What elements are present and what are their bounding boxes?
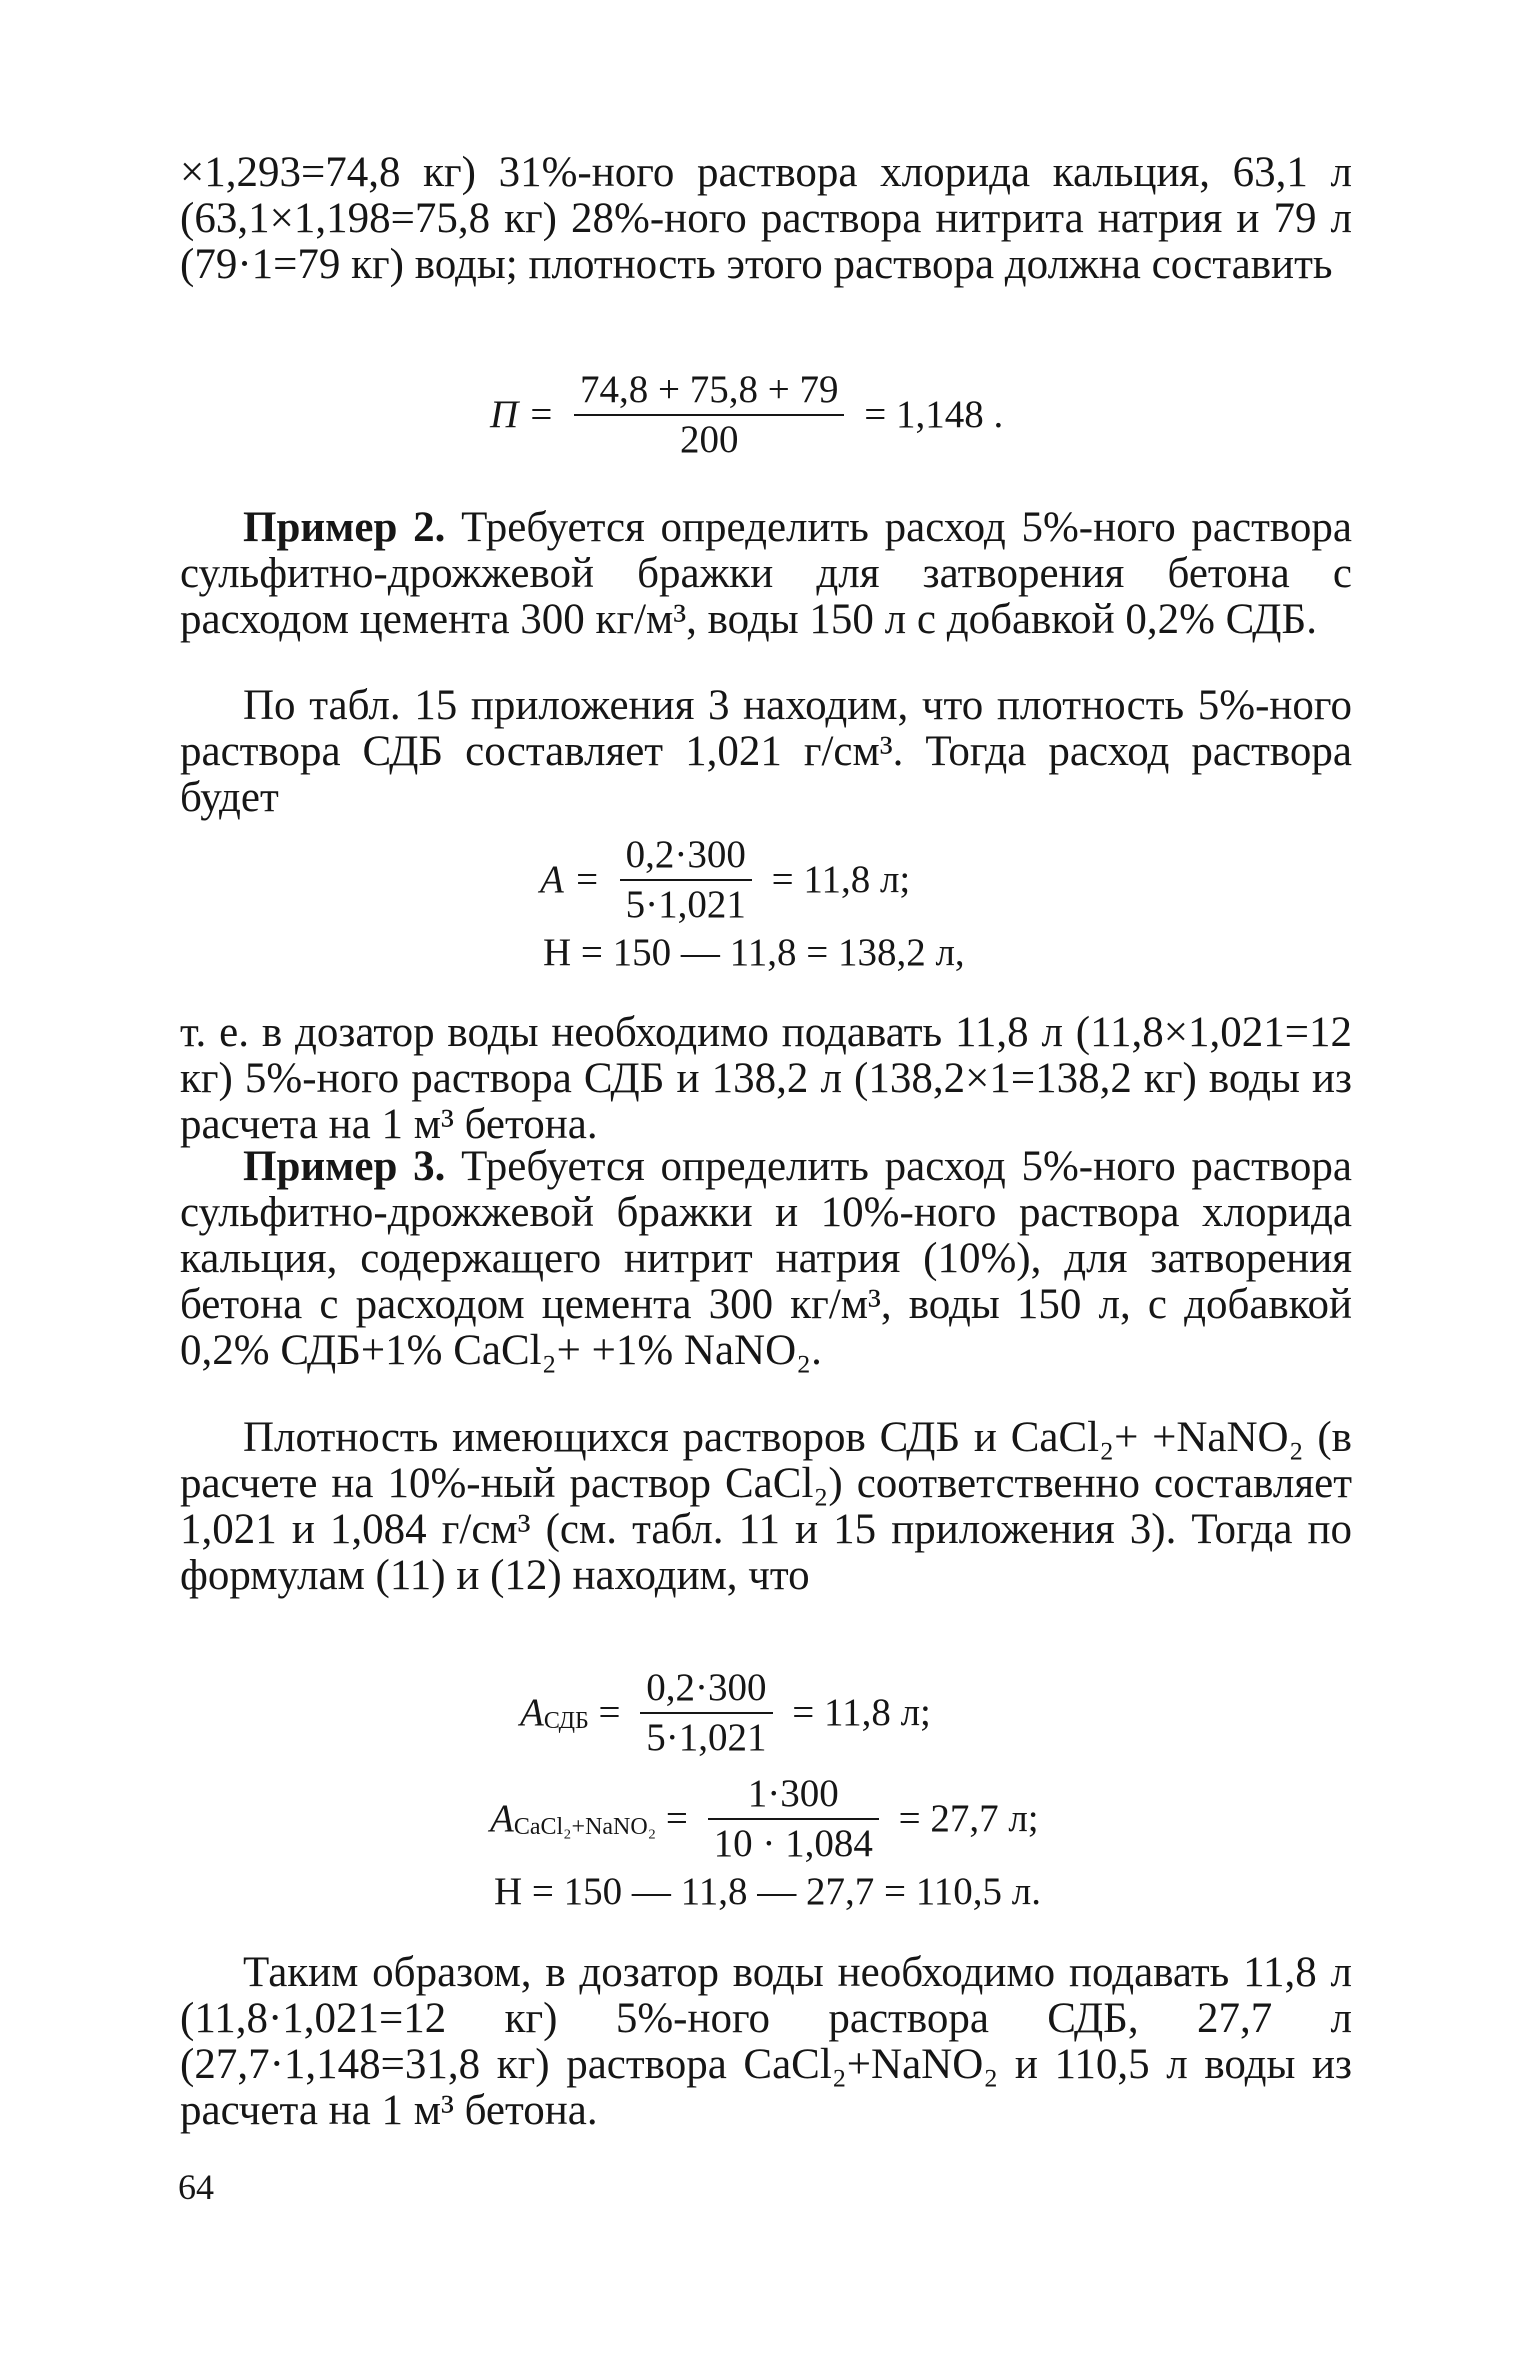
paragraph-example-2 (180, 505, 1352, 643)
formula-h: Н = 150 — 11,8 = 138,2 л, (543, 931, 965, 974)
formula-a-cacl (490, 1774, 1039, 1864)
paragraph-density-2: Плотность имеющихся растворов СДБ и CaCl₂+ +NaNO₂ (в расчете на 10%-ный раствор CaCl₂) соответственно составляет 1,021 и 1,084 г/см³ (см. табл. 11 и 15 приложения 3). Тогда по формулам (11) и (12) находим, что (180, 1414, 1352, 1599)
formula-a-sdb-fraction (640, 1668, 772, 1758)
formula-density-fraction (574, 370, 845, 460)
formula-a-sdb-rhs: = 11,8 л; (792, 1691, 931, 1734)
formula-density (490, 370, 1003, 460)
example-2-text: Требуется определить расход 5%-ного раствора сульфитно-дрожжевой бражки для затворения бетона с расходом цемента 300 кг/м³, воды 150 л с добавкой 0,2% СДБ. (180, 504, 1352, 643)
formula-a-cacl-rhs: = 27,7 л; (898, 1797, 1039, 1840)
formula-a-sdb-equals: = (598, 1691, 621, 1734)
paragraph-dosing-1: т. е. в дозатор воды необходимо подавать 11,8 л (11,8×1,021=12 кг) 5%-ного раствора СДБ и 138,2 л (138,2×1=138,2 кг) воды из расчета на 1 м³ бетона. (180, 1009, 1352, 1148)
formula-a-cacl-equals: = (665, 1797, 688, 1840)
formula-a-sdb-symbol: А (520, 1691, 544, 1734)
formula-a-cacl-symbol: А (490, 1797, 514, 1840)
formula-a-denominator: 5·1,021 (625, 883, 746, 926)
formula-a-cacl-denominator: 10 · 1,084 (713, 1822, 873, 1865)
formula-density-lhs: П = (490, 393, 555, 436)
formula-a-rhs: = 11,8 л; (771, 858, 911, 901)
formula-density-denominator: 200 (679, 418, 739, 461)
formula-a-sdb-numerator: 0,2·300 (640, 1668, 772, 1714)
paragraph-conclusion: Таким образом, в дозатор воды необходимо подавать 11,8 л (11,8·1,021=12 кг) 5%-ного раствора СДБ, 27,7 л (27,7·1,148=31,8 кг) раствора CaCl₂+NaNO₂ и 110,5 л воды из расчета на 1 м³ бетона. (180, 1949, 1352, 2134)
formula-a-numerator: 0,2·300 (620, 835, 752, 881)
example-3-heading: Пример 3. (243, 1143, 446, 1190)
page-number: 64 (178, 2167, 214, 2207)
formula-a-cacl-fraction (708, 1774, 879, 1864)
formula-a-sdb-denominator: 5·1,021 (646, 1716, 767, 1759)
example-2-heading: Пример 2. (243, 504, 446, 551)
formula-a (540, 835, 910, 925)
example-3-text: Требуется определить расход 5%-ного раствора сульфитно-дрожжевой бражки и 10%-ного раствора хлорида кальция, содержащего нитрит натрия (10%), для затворения бетона с расходом цемента 300 кг/м³, воды 150 л, с добавкой 0,2% СДБ+1% CaCl₂+ +1% NaNO₂. (180, 1143, 1352, 1374)
formula-a-lhs: А = (540, 858, 600, 901)
formula-a-sdb (520, 1668, 931, 1758)
formula-a-cacl-subscript: CaCl₂+NaNO₂ (513, 1813, 657, 1840)
formula-a-cacl-numerator: 1·300 (708, 1774, 879, 1820)
formula-a-sdb-subscript: СДБ (543, 1707, 589, 1734)
formula-h2: Н = 150 — 11,8 — 27,7 = 110,5 л. (494, 1870, 1041, 1913)
formula-density-rhs: = 1,148 . (864, 393, 1004, 436)
formula-density-numerator: 74,8 + 75,8 + 79 (574, 370, 845, 416)
paragraph-example-3 (180, 1144, 1352, 1374)
paragraph-intro: ×1,293=74,8 кг) 31%-ного раствора хлорида кальция, 63,1 л (63,1×1,198=75,8 кг) 28%-ного раствора нитрита натрия и 79 л (79·1=79 кг) воды; плотность этого раствора должна составить (180, 149, 1352, 288)
paragraph-density-sdb: По табл. 15 приложения 3 находим, что плотность 5%-ного раствора СДБ составляет 1,021 г/см³. Тогда расход раствора будет (180, 682, 1352, 821)
formula-a-fraction (620, 835, 752, 925)
